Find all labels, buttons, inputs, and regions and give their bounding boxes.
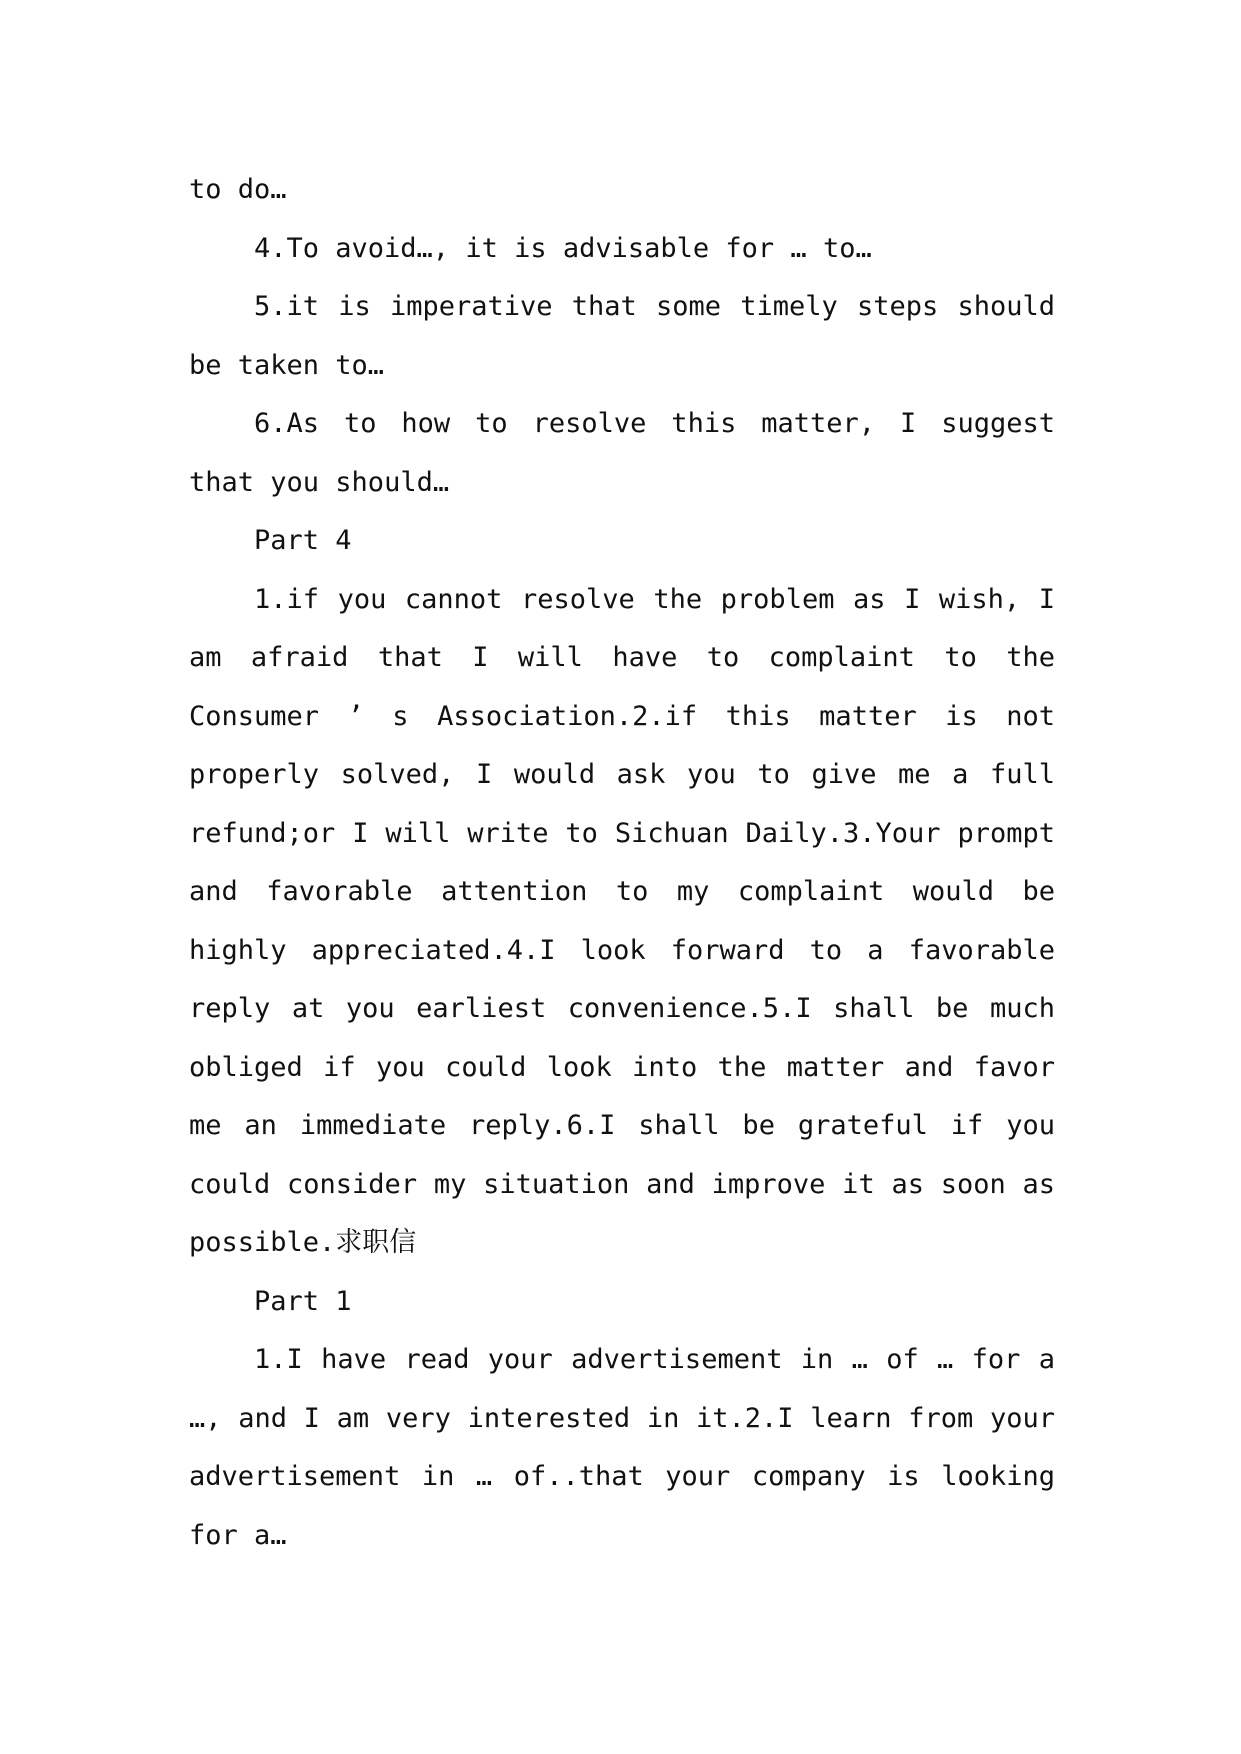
document-body: [189, 161, 1055, 1565]
section-heading-part-1: Part 1: [254, 1285, 352, 1317]
paragraph-item-5: 5.it is imperative that some timely steps should be taken to…: [189, 291, 1055, 381]
paragraph-item-4: 4.To avoid…, it is advisable for … to…: [254, 232, 872, 264]
paragraph-continuation: to do…: [189, 174, 287, 205]
section-heading-part-4: Part 4: [254, 525, 352, 556]
paragraph-part-4-body: 1.if you cannot resolve the problem as I wish, I am afraid that I will have to complaint to the Consumer ’ s Association.2.if this matter is not properly solved, I would ask you to give me a full refund;or I will write to Sichuan Daily.3.Your prompt and favorable attention to my complaint would be highly appreciated.4.I look forward to a favorable reply at you earliest convenience.5.I shall be much obliged if you could look into the matter and favor me an immediate reply.6.I shall be grateful if you could consider my situation and improve it as soon as possible.求职信: [189, 583, 1055, 1258]
paragraph-item-6: 6.As to how to resolve this matter, I suggest that you should…: [189, 408, 1055, 498]
paragraph-part-1-body: 1.I have read your advertisement in … of … for a …, and I am very interested in it.2.I learn from your advertisement in … of..that your company is looking for a…: [189, 1344, 1055, 1551]
